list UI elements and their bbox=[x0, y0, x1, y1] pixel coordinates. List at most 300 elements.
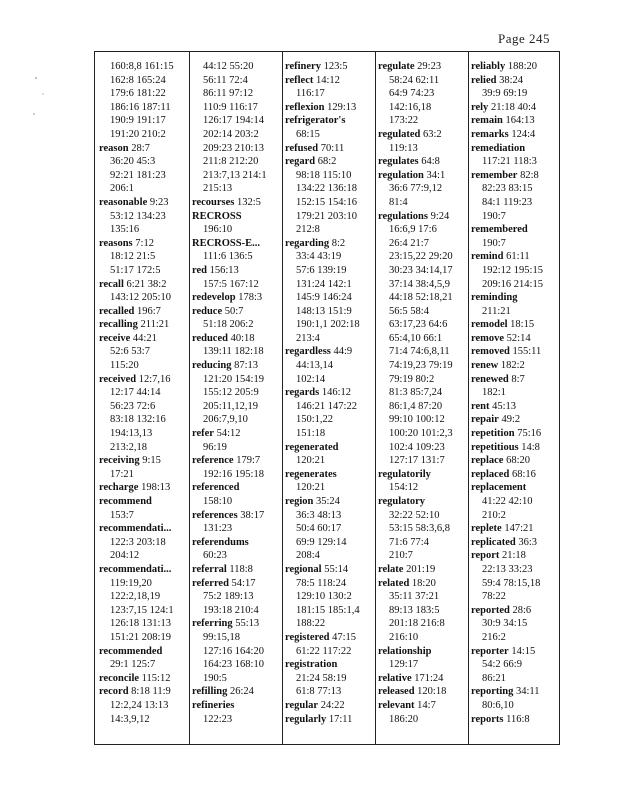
index-entry bbox=[192, 536, 267, 550]
index-page-refs: 16:6,9 17:6 bbox=[389, 224, 437, 236]
index-entry bbox=[285, 563, 360, 577]
index-ref-line bbox=[192, 128, 267, 142]
index-page-refs: 139:11 182:18 bbox=[203, 346, 264, 358]
index-ref-line bbox=[378, 713, 453, 727]
index-page-refs: 198:13 bbox=[141, 482, 171, 494]
index-page-refs: 211:21 bbox=[140, 319, 170, 331]
index-ref-line bbox=[192, 413, 267, 427]
index-page-refs: 147:21 bbox=[504, 523, 534, 535]
index-page-refs: 100:20 101:2,3 bbox=[389, 428, 453, 440]
index-ref-line bbox=[378, 74, 453, 88]
index-entry bbox=[192, 563, 267, 577]
index-entry bbox=[192, 332, 267, 346]
index-page-refs: 50:4 60:17 bbox=[296, 523, 342, 535]
index-term: reason bbox=[99, 142, 129, 154]
index-page-refs: 14:12 bbox=[316, 74, 340, 86]
index-ref-line bbox=[471, 155, 543, 169]
index-entry bbox=[192, 481, 267, 495]
index-page-refs: 36:3 bbox=[518, 536, 538, 548]
index-page-refs: 129:13 bbox=[327, 101, 357, 113]
index-ref-line bbox=[471, 386, 543, 400]
index-page-refs: 129:17 bbox=[389, 659, 419, 671]
index-ref-line bbox=[471, 563, 543, 577]
index-page-refs: 135:16 bbox=[110, 224, 140, 236]
index-term: recommendati... bbox=[99, 523, 172, 535]
index-entry bbox=[471, 604, 543, 618]
index-page-refs: 39:9 69:19 bbox=[482, 88, 528, 100]
index-term: rent bbox=[471, 400, 490, 412]
index-entry bbox=[99, 318, 174, 332]
index-term: regarding bbox=[285, 237, 330, 249]
index-term: related bbox=[378, 577, 410, 589]
index-entry bbox=[192, 305, 267, 319]
index-page-refs: 120:21 bbox=[296, 455, 326, 467]
index-ref-line bbox=[471, 237, 543, 251]
index-page-refs: 206:1 bbox=[110, 183, 134, 195]
index-page-refs: 131:24 142:1 bbox=[296, 278, 352, 290]
index-ref-line bbox=[285, 454, 360, 468]
index-ref-line bbox=[285, 413, 360, 427]
index-page-refs: 61:8 77:13 bbox=[296, 686, 342, 698]
index-page-refs: 45:13 bbox=[492, 400, 517, 412]
index-term: reports bbox=[471, 713, 504, 725]
index-ref-line bbox=[99, 468, 174, 482]
index-page-refs: 82:8 bbox=[520, 169, 539, 181]
index-page-refs: 9:24 bbox=[430, 210, 450, 222]
index-page-refs: 38:24 bbox=[499, 74, 524, 86]
index-ref-line bbox=[192, 522, 267, 536]
index-page-refs: 122:3 203:18 bbox=[110, 536, 166, 548]
column-divider bbox=[468, 52, 469, 744]
index-ref-line bbox=[378, 509, 453, 523]
index-entry bbox=[99, 481, 174, 495]
index-page-refs: 129:10 130:2 bbox=[296, 591, 352, 603]
index-page-refs: 152:15 154:16 bbox=[296, 196, 357, 208]
index-ref-line bbox=[99, 74, 174, 88]
index-term: repair bbox=[471, 414, 499, 426]
index-page-refs: 12:2,24 13:13 bbox=[110, 699, 169, 711]
index-entry bbox=[192, 210, 267, 224]
index-entry bbox=[471, 454, 543, 468]
index-ref-line bbox=[99, 617, 174, 631]
index-page-refs: 148:13 151:9 bbox=[296, 305, 352, 317]
index-page-refs: 209:23 210:13 bbox=[203, 142, 264, 154]
index-entry bbox=[471, 142, 543, 156]
index-page-refs: 8:7 bbox=[511, 373, 525, 385]
index-entry bbox=[378, 699, 453, 713]
index-page-refs: 146:21 147:22 bbox=[296, 400, 357, 412]
index-page-refs: 61:11 bbox=[506, 251, 530, 263]
index-page-refs: 122:23 bbox=[203, 713, 233, 725]
index-ref-line bbox=[99, 223, 174, 237]
index-term: recharge bbox=[99, 482, 139, 494]
index-ref-line bbox=[378, 264, 453, 278]
index-ref-line bbox=[285, 685, 360, 699]
index-page-refs: 8:2 bbox=[331, 237, 346, 249]
index-term: regulate bbox=[378, 61, 415, 72]
index-page-refs: 59:4 78:15,18 bbox=[482, 577, 541, 589]
index-entry bbox=[471, 169, 543, 183]
index-ref-line bbox=[192, 386, 267, 400]
index-ref-line bbox=[378, 87, 453, 101]
index-entry bbox=[378, 563, 453, 577]
index-page-refs: 127:16 164:20 bbox=[203, 645, 264, 657]
index-ref-line bbox=[285, 196, 360, 210]
index-entry bbox=[99, 332, 174, 346]
index-term: replicated bbox=[471, 536, 516, 548]
index-ref-line bbox=[378, 617, 453, 631]
index-page-refs: 92:21 181:23 bbox=[110, 169, 166, 181]
index-term: refer bbox=[192, 428, 214, 440]
index-ref-line bbox=[285, 264, 360, 278]
index-page-refs: 58:24 62:11 bbox=[389, 74, 440, 86]
index-entry bbox=[99, 685, 174, 699]
index-page-refs: 213:7,13 214:1 bbox=[203, 169, 267, 181]
index-term: referring bbox=[192, 618, 233, 630]
column-divider bbox=[375, 52, 376, 744]
index-page-refs: 96:19 bbox=[203, 441, 227, 453]
index-entry bbox=[471, 318, 543, 332]
index-page-refs: 21:18 40:4 bbox=[490, 101, 537, 113]
index-ref-line bbox=[99, 713, 174, 727]
index-entry bbox=[471, 60, 543, 74]
index-page-refs: 35:11 37:21 bbox=[389, 591, 440, 603]
index-page-refs: 153:7 bbox=[110, 509, 134, 521]
index-ref-line bbox=[285, 210, 360, 224]
index-term: regenerated bbox=[285, 441, 339, 453]
index-ref-line bbox=[285, 549, 360, 563]
index-entry bbox=[471, 549, 543, 563]
index-entry bbox=[285, 142, 360, 156]
index-term: regardless bbox=[285, 346, 331, 358]
index-page-refs: 155:12 205:9 bbox=[203, 387, 259, 399]
index-term: reflect bbox=[285, 74, 314, 86]
index-term: registered bbox=[285, 631, 330, 643]
index-ref-line bbox=[378, 413, 453, 427]
index-entry bbox=[192, 577, 267, 591]
index-entry bbox=[285, 114, 360, 128]
index-term: reduced bbox=[192, 332, 228, 344]
index-term: regulatory bbox=[378, 496, 426, 507]
index-entry bbox=[378, 577, 453, 591]
index-page-refs: 52:14 bbox=[506, 332, 531, 344]
index-entry bbox=[192, 699, 267, 713]
index-ref-line bbox=[378, 536, 453, 550]
index-term: remarks bbox=[471, 128, 509, 140]
index-page-refs: 64:8 bbox=[421, 156, 440, 168]
index-page-refs: 119:19,20 bbox=[110, 577, 152, 589]
index-page-refs: 86:11 97:12 bbox=[203, 88, 254, 100]
index-ref-line bbox=[285, 87, 360, 101]
index-page-refs: 171:24 bbox=[414, 672, 444, 684]
index-page-refs: 30:23 34:14,17 bbox=[389, 264, 453, 276]
index-page-refs: 210:2 bbox=[482, 509, 506, 521]
index-entry bbox=[378, 685, 453, 699]
index-ref-line bbox=[285, 373, 360, 387]
index-ref-line bbox=[285, 182, 360, 196]
index-ref-line bbox=[285, 672, 360, 686]
index-term: reporter bbox=[471, 645, 509, 657]
index-ref-line bbox=[192, 345, 267, 359]
index-page-refs: 30:9 34:15 bbox=[482, 618, 528, 630]
index-page-refs: 213:4 bbox=[296, 332, 320, 344]
index-page-refs: 54:17 bbox=[231, 577, 256, 589]
index-ref-line bbox=[471, 264, 543, 278]
index-entry bbox=[471, 332, 543, 346]
index-page-refs: 12:7,16 bbox=[138, 373, 171, 385]
index-entry bbox=[378, 60, 453, 74]
index-entry bbox=[285, 631, 360, 645]
index-page-refs: 156:13 bbox=[209, 264, 239, 276]
index-page-refs: 190:7 bbox=[482, 237, 506, 249]
index-entry bbox=[378, 672, 453, 686]
index-page-refs: 190:5 bbox=[203, 672, 227, 684]
index-entry bbox=[471, 441, 543, 455]
index-ref-line bbox=[99, 549, 174, 563]
index-page-refs: 115:20 bbox=[110, 360, 139, 372]
index-page-refs: 182:2 bbox=[500, 360, 525, 372]
index-ref-line bbox=[99, 210, 174, 224]
index-ref-line bbox=[285, 577, 360, 591]
index-term: receiving bbox=[99, 455, 140, 467]
index-entry bbox=[285, 699, 360, 713]
index-page-refs: 122:2,18,19 bbox=[110, 591, 161, 603]
index-term: referenced bbox=[192, 482, 240, 494]
index-term: replacement bbox=[471, 482, 527, 494]
index-page-refs: 155:11 bbox=[512, 346, 542, 358]
index-term: remind bbox=[471, 251, 504, 263]
index-page-refs: 36:20 45:3 bbox=[110, 156, 156, 168]
index-ref-line bbox=[471, 305, 543, 319]
index-entry bbox=[99, 305, 174, 319]
index-page-refs: 68:20 bbox=[506, 455, 531, 467]
index-page-refs: 53:12 134:23 bbox=[110, 210, 166, 222]
index-entry bbox=[471, 128, 543, 142]
index-page-refs: 178:3 bbox=[238, 292, 263, 304]
index-page-refs: 33:4 43:19 bbox=[296, 251, 342, 263]
index-page-refs: 115:12 bbox=[141, 672, 171, 684]
index-term: recommended bbox=[99, 645, 163, 657]
index-entry bbox=[471, 250, 543, 264]
index-entry bbox=[285, 713, 360, 727]
index-ref-line bbox=[471, 577, 543, 591]
index-page-refs: 80:6,10 bbox=[482, 699, 514, 711]
index-page-refs: 201:19 bbox=[406, 563, 436, 575]
index-term: reference bbox=[192, 455, 234, 467]
index-ref-line bbox=[192, 468, 267, 482]
index-page-refs: 56:23 72:6 bbox=[110, 400, 156, 412]
index-ref-line bbox=[285, 645, 360, 659]
index-entry bbox=[285, 495, 360, 509]
index-ref-line bbox=[192, 142, 267, 156]
index-ref-line bbox=[285, 250, 360, 264]
index-term: RECROSS-E... bbox=[192, 237, 260, 249]
index-term: recommend bbox=[99, 496, 152, 507]
index-ref-line bbox=[378, 359, 453, 373]
index-ref-line bbox=[285, 400, 360, 414]
index-page-refs: 179:7 bbox=[236, 455, 261, 467]
index-page-refs: 99:15,18 bbox=[203, 631, 241, 643]
index-page-refs: 182:1 bbox=[482, 387, 506, 399]
index-ref-line bbox=[192, 278, 267, 292]
index-ref-line bbox=[99, 101, 174, 115]
index-term: recommendati... bbox=[99, 563, 172, 575]
index-ref-line bbox=[285, 305, 360, 319]
index-ref-line bbox=[285, 359, 360, 373]
index-ref-line bbox=[285, 536, 360, 550]
index-page-refs: 154:12 bbox=[389, 482, 419, 494]
index-term: recalled bbox=[99, 305, 135, 317]
index-term: relevant bbox=[378, 699, 415, 711]
index-ref-line bbox=[99, 345, 174, 359]
index-page-refs: 51:18 206:2 bbox=[203, 319, 254, 331]
index-page-refs: 57:6 139:19 bbox=[296, 264, 347, 276]
index-ref-line bbox=[471, 182, 543, 196]
index-entry bbox=[99, 563, 174, 577]
scan-specks bbox=[30, 70, 50, 130]
index-page-refs: 143:12 205:10 bbox=[110, 292, 171, 304]
index-page-refs: 28:7 bbox=[131, 142, 150, 154]
index-term: released bbox=[378, 686, 415, 698]
index-ref-line bbox=[378, 250, 453, 264]
index-ref-line bbox=[378, 386, 453, 400]
index-term: reported bbox=[471, 604, 510, 616]
index-page-refs: 86:21 bbox=[482, 672, 506, 684]
index-entry bbox=[192, 509, 267, 523]
index-page-refs: 37:14 38:4,5,9 bbox=[389, 278, 450, 290]
index-page-refs: 151:18 bbox=[296, 428, 326, 440]
index-column-1 bbox=[99, 60, 174, 726]
index-page-refs: 192:16 195:18 bbox=[203, 468, 264, 480]
index-page-refs: 194:13,13 bbox=[110, 428, 153, 440]
index-ref-line bbox=[99, 155, 174, 169]
index-term: remember bbox=[471, 169, 518, 181]
index-term: relied bbox=[471, 74, 497, 86]
index-page-refs: 164:13 bbox=[505, 115, 535, 127]
index-ref-line bbox=[285, 509, 360, 523]
index-page-refs: 110:9 116:17 bbox=[203, 101, 258, 113]
index-entry bbox=[285, 386, 360, 400]
index-ref-line bbox=[471, 495, 543, 509]
index-ref-line bbox=[192, 101, 267, 115]
index-entry bbox=[378, 155, 453, 169]
index-page-refs: 193:18 210:4 bbox=[203, 604, 259, 616]
index-term: reasonable bbox=[99, 196, 148, 208]
index-ref-line bbox=[378, 142, 453, 156]
index-term: regional bbox=[285, 563, 322, 575]
index-entry bbox=[471, 522, 543, 536]
index-ref-line bbox=[99, 400, 174, 414]
index-page-refs: 68:15 bbox=[296, 128, 320, 140]
index-ref-line bbox=[99, 577, 174, 591]
index-page-refs: 38:17 bbox=[240, 509, 265, 521]
index-entry bbox=[285, 658, 360, 672]
index-ref-line bbox=[99, 128, 174, 142]
index-entry bbox=[192, 237, 267, 251]
index-entry bbox=[471, 74, 543, 88]
index-page-refs: 14:8 bbox=[521, 441, 540, 453]
index-ref-line bbox=[192, 250, 267, 264]
index-page-refs: 181:15 185:1,4 bbox=[296, 604, 360, 616]
index-entry bbox=[471, 101, 543, 115]
index-page-refs: 28:6 bbox=[512, 604, 532, 616]
index-ref-line bbox=[99, 359, 174, 373]
index-page-refs: 60:23 bbox=[203, 550, 227, 562]
index-term: reduce bbox=[192, 305, 223, 317]
index-ref-line bbox=[378, 631, 453, 645]
index-term: regular bbox=[285, 699, 319, 711]
index-ref-line bbox=[471, 617, 543, 631]
index-page-refs: 211:21 bbox=[482, 305, 511, 317]
index-entry bbox=[471, 400, 543, 414]
index-page-refs: 121:20 154:19 bbox=[203, 373, 264, 385]
index-term: regards bbox=[285, 387, 320, 399]
index-entry bbox=[285, 155, 360, 169]
index-page-refs: 12:17 44:14 bbox=[110, 387, 161, 399]
index-ref-line bbox=[99, 182, 174, 196]
index-column-3 bbox=[285, 60, 360, 726]
index-term: regulations bbox=[378, 210, 428, 222]
index-page-refs: 212:8 bbox=[296, 224, 320, 236]
index-page-refs: 120:18 bbox=[417, 686, 447, 698]
index-page-refs: 47:15 bbox=[332, 631, 357, 643]
index-ref-line bbox=[378, 604, 453, 618]
index-entry bbox=[471, 345, 543, 359]
index-page-refs: 50:7 bbox=[224, 305, 244, 317]
index-entry bbox=[99, 196, 174, 210]
index-page-refs: 32:22 52:10 bbox=[389, 509, 440, 521]
index-page-refs: 29:1 125:7 bbox=[110, 659, 156, 671]
index-page-refs: 211:8 212:20 bbox=[203, 156, 259, 168]
index-page-refs: 190:7 bbox=[482, 210, 506, 222]
index-ref-line bbox=[99, 536, 174, 550]
index-page-refs: 179:6 181:22 bbox=[110, 88, 166, 100]
index-term: redevelop bbox=[192, 292, 236, 304]
index-ref-line bbox=[378, 441, 453, 455]
index-page-refs: 83:18 132:16 bbox=[110, 414, 166, 426]
index-term: reliably bbox=[471, 61, 506, 72]
index-ref-line bbox=[378, 332, 453, 346]
index-ref-line bbox=[471, 658, 543, 672]
index-ref-line bbox=[471, 87, 543, 101]
index-ref-line bbox=[192, 318, 267, 332]
index-page-refs: 173:22 bbox=[389, 115, 419, 127]
index-entry bbox=[378, 468, 453, 482]
index-page-refs: 26:4 21:7 bbox=[389, 237, 429, 249]
index-page-refs: 151:21 208:19 bbox=[110, 631, 171, 643]
index-term: recall bbox=[99, 278, 124, 290]
index-page-refs: 9:15 bbox=[142, 455, 161, 467]
index-page-refs: 34:1 bbox=[426, 169, 446, 181]
index-entry bbox=[471, 713, 543, 727]
index-ref-line bbox=[285, 318, 360, 332]
index-ref-line bbox=[285, 278, 360, 292]
index-page-refs: 18:12 21:5 bbox=[110, 251, 156, 263]
index-page-refs: 55:13 bbox=[235, 618, 260, 630]
index-ref-line bbox=[99, 87, 174, 101]
index-page-refs: 64:9 74:23 bbox=[389, 88, 435, 100]
index-term: remembered bbox=[471, 224, 528, 236]
index-page-refs: 190:9 191:17 bbox=[110, 115, 166, 127]
index-entry bbox=[471, 223, 543, 237]
index-ref-line bbox=[192, 549, 267, 563]
index-entry bbox=[99, 278, 174, 292]
index-ref-line bbox=[378, 427, 453, 441]
index-ref-line bbox=[378, 454, 453, 468]
index-page-refs: 123:5 bbox=[323, 61, 348, 72]
index-ref-line bbox=[285, 128, 360, 142]
index-page-refs: 131:23 bbox=[203, 523, 233, 535]
